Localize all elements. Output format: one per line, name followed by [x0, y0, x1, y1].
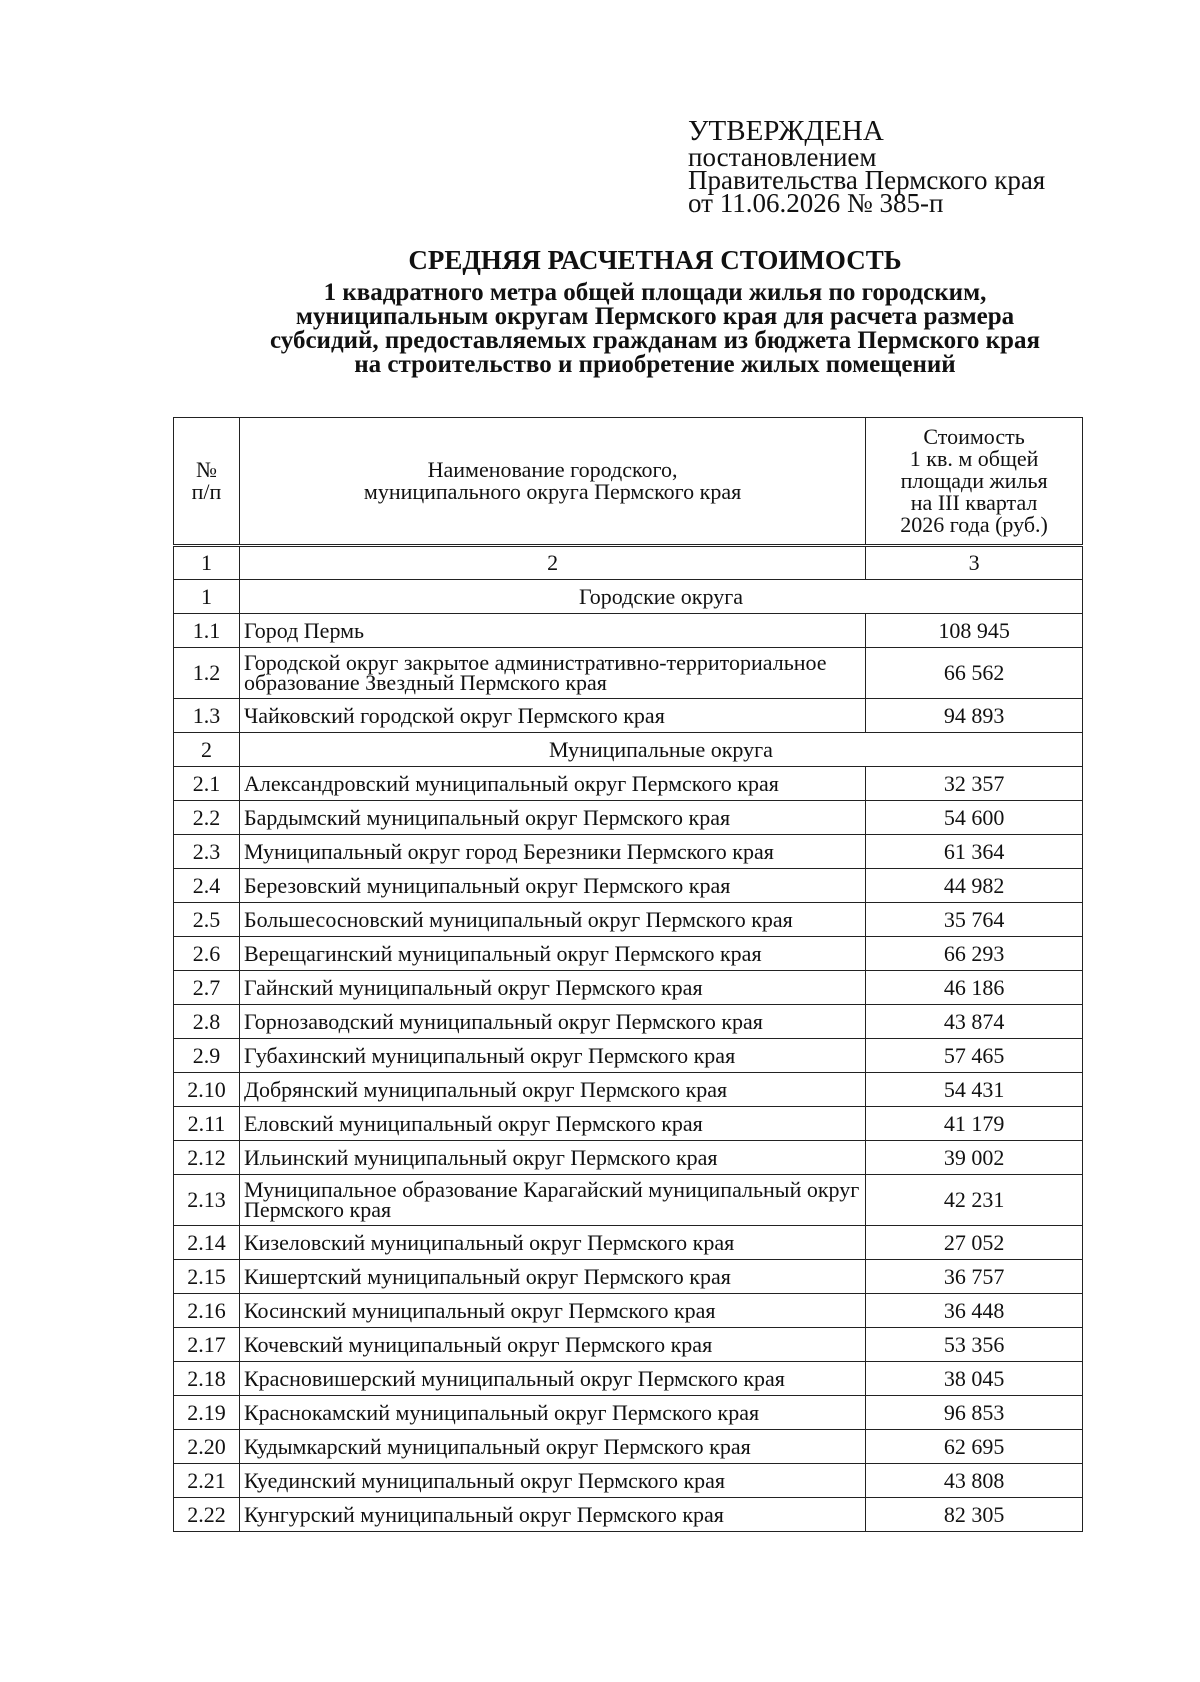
row-number: 2.15 [174, 1260, 240, 1294]
table-section-row [174, 580, 1083, 614]
cost-value: 32 357 [866, 767, 1083, 801]
subtitle-line: муниципальным округам Пермского края для расчета размера [295, 303, 1015, 330]
section-title: Городские округа [239, 580, 1082, 614]
table-body [174, 580, 1083, 1532]
table-row [174, 869, 1083, 903]
row-number: 2.13 [174, 1175, 240, 1226]
approval-line-government: Правительства Пермского края [688, 165, 1046, 195]
table-row [174, 1430, 1083, 1464]
header-cost-line: 2026 года (руб.) [900, 512, 1048, 537]
district-name: Куединский муниципальный округ Пермского края [239, 1464, 865, 1498]
header-name-line: муниципального округа Пермского края [363, 479, 742, 504]
section-title: Муниципальные округа [239, 733, 1082, 767]
column-number: 3 [866, 546, 1083, 580]
approval-line-date: от 11.06.2026 № 385-п [688, 188, 944, 218]
row-number: 2.10 [174, 1073, 240, 1107]
row-number: 2.9 [174, 1039, 240, 1073]
district-name: Еловский муниципальный округ Пермского края [239, 1107, 865, 1141]
cost-value: 108 945 [866, 614, 1083, 648]
header-number-line: № [195, 457, 217, 482]
district-name: Городской округ закрытое административно-территориальное образование Звездный Пермского края [239, 648, 865, 699]
cost-value: 54 600 [866, 801, 1083, 835]
table-row [174, 767, 1083, 801]
subtitle-line: 1 квадратного метра общей площади жилья по городским, [323, 279, 987, 306]
table-row [174, 1107, 1083, 1141]
cost-value: 39 002 [866, 1141, 1083, 1175]
table-row [174, 1362, 1083, 1396]
cost-value: 57 465 [866, 1039, 1083, 1073]
row-number: 2.22 [174, 1498, 240, 1532]
district-name: Чайковский городской округ Пермского края [239, 699, 865, 733]
table-row [174, 971, 1083, 1005]
row-number: 2.1 [174, 767, 240, 801]
cost-value: 62 695 [866, 1430, 1083, 1464]
cost-value: 82 305 [866, 1498, 1083, 1532]
cost-value: 27 052 [866, 1226, 1083, 1260]
cost-value: 35 764 [866, 903, 1083, 937]
row-number: 2.8 [174, 1005, 240, 1039]
table-row [174, 1039, 1083, 1073]
header-name-line: Наименование городского, [427, 457, 678, 482]
column-number: 2 [239, 546, 865, 580]
header-cost-line: Стоимость [923, 424, 1025, 449]
table-row [174, 1498, 1083, 1532]
row-number: 2.17 [174, 1328, 240, 1362]
table-row [174, 801, 1083, 835]
approval-stamp [688, 115, 1046, 218]
section-number: 2 [174, 733, 240, 767]
header-number [174, 418, 240, 546]
district-name: Косинский муниципальный округ Пермского края [239, 1294, 865, 1328]
district-name: Красновишерский муниципальный округ Пермского края [239, 1362, 865, 1396]
row-number: 2.2 [174, 801, 240, 835]
cost-value: 42 231 [866, 1175, 1083, 1226]
district-name: Верещагинский муниципальный округ Пермского края [239, 937, 865, 971]
district-name: Кишертский муниципальный округ Пермского края [239, 1260, 865, 1294]
row-number: 2.16 [174, 1294, 240, 1328]
table-row [174, 1328, 1083, 1362]
district-name: Кудымкарский муниципальный округ Пермского края [239, 1430, 865, 1464]
cost-value: 41 179 [866, 1107, 1083, 1141]
table-row [174, 1073, 1083, 1107]
row-number: 2.3 [174, 835, 240, 869]
table-row [174, 1226, 1083, 1260]
cost-value: 96 853 [866, 1396, 1083, 1430]
row-number: 2.21 [174, 1464, 240, 1498]
row-number: 2.11 [174, 1107, 240, 1141]
district-name: Кочевский муниципальный округ Пермского края [239, 1328, 865, 1362]
row-number: 2.6 [174, 937, 240, 971]
table-row [174, 1005, 1083, 1039]
district-name: Добрянский муниципальный округ Пермского края [239, 1073, 865, 1107]
table-row [174, 1294, 1083, 1328]
district-name: Бардымский муниципальный округ Пермского края [239, 801, 865, 835]
district-name: Муниципальное образование Карагайский муниципальный округ Пермского края [239, 1175, 865, 1226]
header-cost-line: площади жилья [900, 468, 1048, 493]
row-number: 2.5 [174, 903, 240, 937]
district-name: Гайнский муниципальный округ Пермского края [239, 971, 865, 1005]
cost-value: 36 448 [866, 1294, 1083, 1328]
cost-value: 61 364 [866, 835, 1083, 869]
district-name: Александровский муниципальный округ Пермского края [239, 767, 865, 801]
district-name: Губахинский муниципальный округ Пермского края [239, 1039, 865, 1073]
table-row [174, 1141, 1083, 1175]
district-name: Горнозаводский муниципальный округ Пермского края [239, 1005, 865, 1039]
row-number: 1.2 [174, 648, 240, 699]
table-section-row [174, 733, 1083, 767]
cost-value: 36 757 [866, 1260, 1083, 1294]
table-row [174, 614, 1083, 648]
table-row [174, 1464, 1083, 1498]
row-number: 2.19 [174, 1396, 240, 1430]
table-row [174, 1396, 1083, 1430]
district-name: Большесосновский муниципальный округ Пермского края [239, 903, 865, 937]
cost-value: 94 893 [866, 699, 1083, 733]
table-row [174, 699, 1083, 733]
header-number-line: п/п [191, 479, 222, 504]
table-row [174, 835, 1083, 869]
district-name: Кизеловский муниципальный округ Пермского края [239, 1226, 865, 1260]
table-row [174, 903, 1083, 937]
district-name: Краснокамский муниципальный округ Пермского края [239, 1396, 865, 1430]
cost-value: 66 562 [866, 648, 1083, 699]
cost-table [173, 417, 1083, 1532]
header-cost-line: 1 кв. м общей [909, 446, 1039, 471]
cost-value: 43 808 [866, 1464, 1083, 1498]
row-number: 1.1 [174, 614, 240, 648]
cost-value: 38 045 [866, 1362, 1083, 1396]
row-number: 2.20 [174, 1430, 240, 1464]
approval-title: УТВЕРЖДЕНА [688, 115, 884, 147]
district-name: Муниципальный округ город Березники Пермского края [239, 835, 865, 869]
approval-line-decree: постановлением [688, 142, 877, 172]
subtitle-line: на строительство и приобретение жилых помещений [354, 351, 956, 378]
row-number: 1.3 [174, 699, 240, 733]
table-header-row [174, 418, 1083, 546]
row-number: 2.7 [174, 971, 240, 1005]
table-row [174, 1260, 1083, 1294]
district-name: Березовский муниципальный округ Пермского края [239, 869, 865, 903]
row-number: 2.12 [174, 1141, 240, 1175]
header-name [239, 418, 865, 546]
row-number: 2.18 [174, 1362, 240, 1396]
header-cost [866, 418, 1083, 546]
subtitle-line: субсидий, предоставляемых гражданам из бюджета Пермского края [270, 327, 1040, 354]
document-subtitle [0, 281, 1200, 377]
table-row [174, 937, 1083, 971]
table-row [174, 648, 1083, 699]
header-cost-line: на III квартал [910, 490, 1038, 515]
cost-value: 66 293 [866, 937, 1083, 971]
cost-value: 43 874 [866, 1005, 1083, 1039]
table-column-numbers-row [174, 546, 1083, 580]
cost-value: 46 186 [866, 971, 1083, 1005]
section-number: 1 [174, 580, 240, 614]
district-name: Ильинский муниципальный округ Пермского края [239, 1141, 865, 1175]
district-name: Кунгурский муниципальный округ Пермского края [239, 1498, 865, 1532]
table-row [174, 1175, 1083, 1226]
row-number: 2.14 [174, 1226, 240, 1260]
district-name: Город Пермь [239, 614, 865, 648]
column-number: 1 [174, 546, 240, 580]
cost-value: 44 982 [866, 869, 1083, 903]
cost-value: 53 356 [866, 1328, 1083, 1362]
cost-value: 54 431 [866, 1073, 1083, 1107]
document-title: СРЕДНЯЯ РАСЧЕТНАЯ СТОИМОСТЬ [408, 245, 902, 275]
row-number: 2.4 [174, 869, 240, 903]
